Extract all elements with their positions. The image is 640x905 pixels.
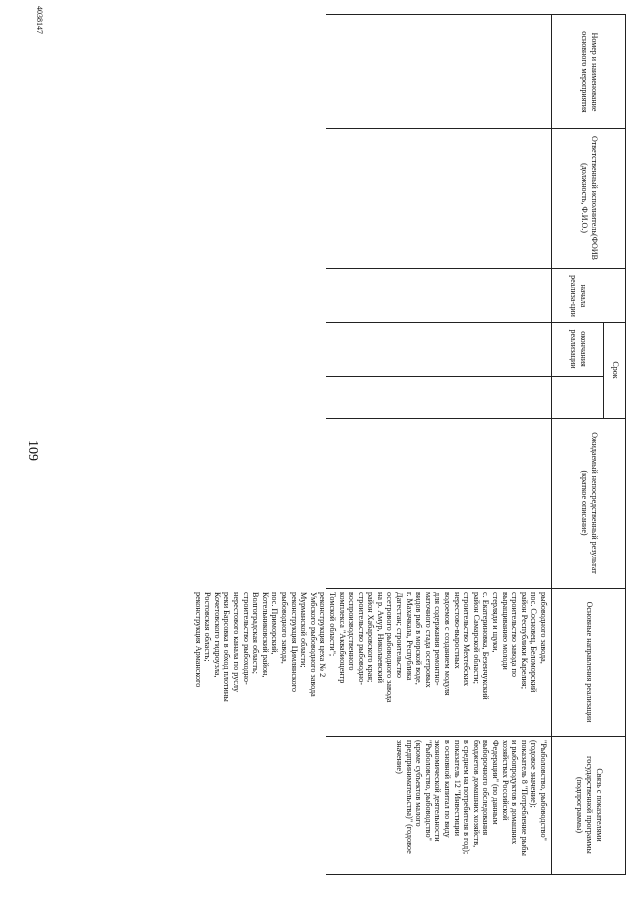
col-border-4 [326,376,604,377]
document-id: 4038147 [35,6,44,34]
srok-divider [603,322,604,418]
table-top-border [625,14,626,874]
col-border-2 [326,268,626,269]
header-col-result: Ожидаемый непосредственный результат (краткое описание) [580,432,599,574]
header-srok: Срок [611,361,620,379]
cell-indicators-text: "Рыболовство, рыбоводство" (годовое значение); показатель 8 "Потребление рыбы и рыбопродуктов в домашних хозяйствах Российской Федерации" (по данным выборочного обследования бюджетов домашних хозяйств, в среднем на потребителя в год); показатель 12 "Инвестиции в основной капитал по виду экономической деятельности "Рыболовство, рыбоводство" (кроме субъектов малого предпринимательства)" (годовое значение) [395,740,548,856]
header-bottom-border [551,14,552,874]
col-border-8 [326,874,626,875]
header-srok-start: начала реализа-ции [569,275,588,317]
page-number: 109 [25,440,40,461]
header-srok-end: окончания реализации [569,329,588,369]
header-col-indicators: Связь с показателями государственной программы (подпрограммы) [575,756,604,854]
col-border-6 [326,588,626,589]
col-border-3 [326,322,626,323]
col-border-0 [326,14,626,15]
header-col-directions: Основные направления реализации [585,601,594,723]
header-col-number: Номер и наименование основного мероприятия [580,31,599,113]
col-border-7 [326,736,626,737]
col-border-1 [326,128,626,129]
col-border-5 [326,418,626,419]
cell-directions-text: рыбоводного завода, пос. Сосновец, Беломорский район Республики Карелия; строительство завода по выращиванию молоди стерляди и щуки, с. Екатериновка, Безенчукский район Самарской области; строительство Мехтебских нерестово-выростных водоемов с созданием модуля для содержания ремонтно- маточного стада осетровых видов рыб в морской воде, г. Махачкала, Республика Дагестан; строительство осетрового рыбоводного завода на р. Амур, Николаевский район Хабаровского края; строительство рыбоводно- воспроизводственного комплекса "Аквабиоцентр Томской области"; реконструкция цеха № 2 Умбского рыбоводного завода Мурманской области; реконструкция Цимлянского рыбоводного завода, пос. Приморский, Котельниковский район, Волгоградская область; строительство рыбоходно- нерестового канала по руслу реки Барсовка в обход плотины Кочетовского гидроузла, Ростовская область; реконструкция Арманского [193,592,548,703]
header-col-responsible: Ответственный исполнитель(ФОИВ (должность, Ф.И.О.) [580,136,599,260]
